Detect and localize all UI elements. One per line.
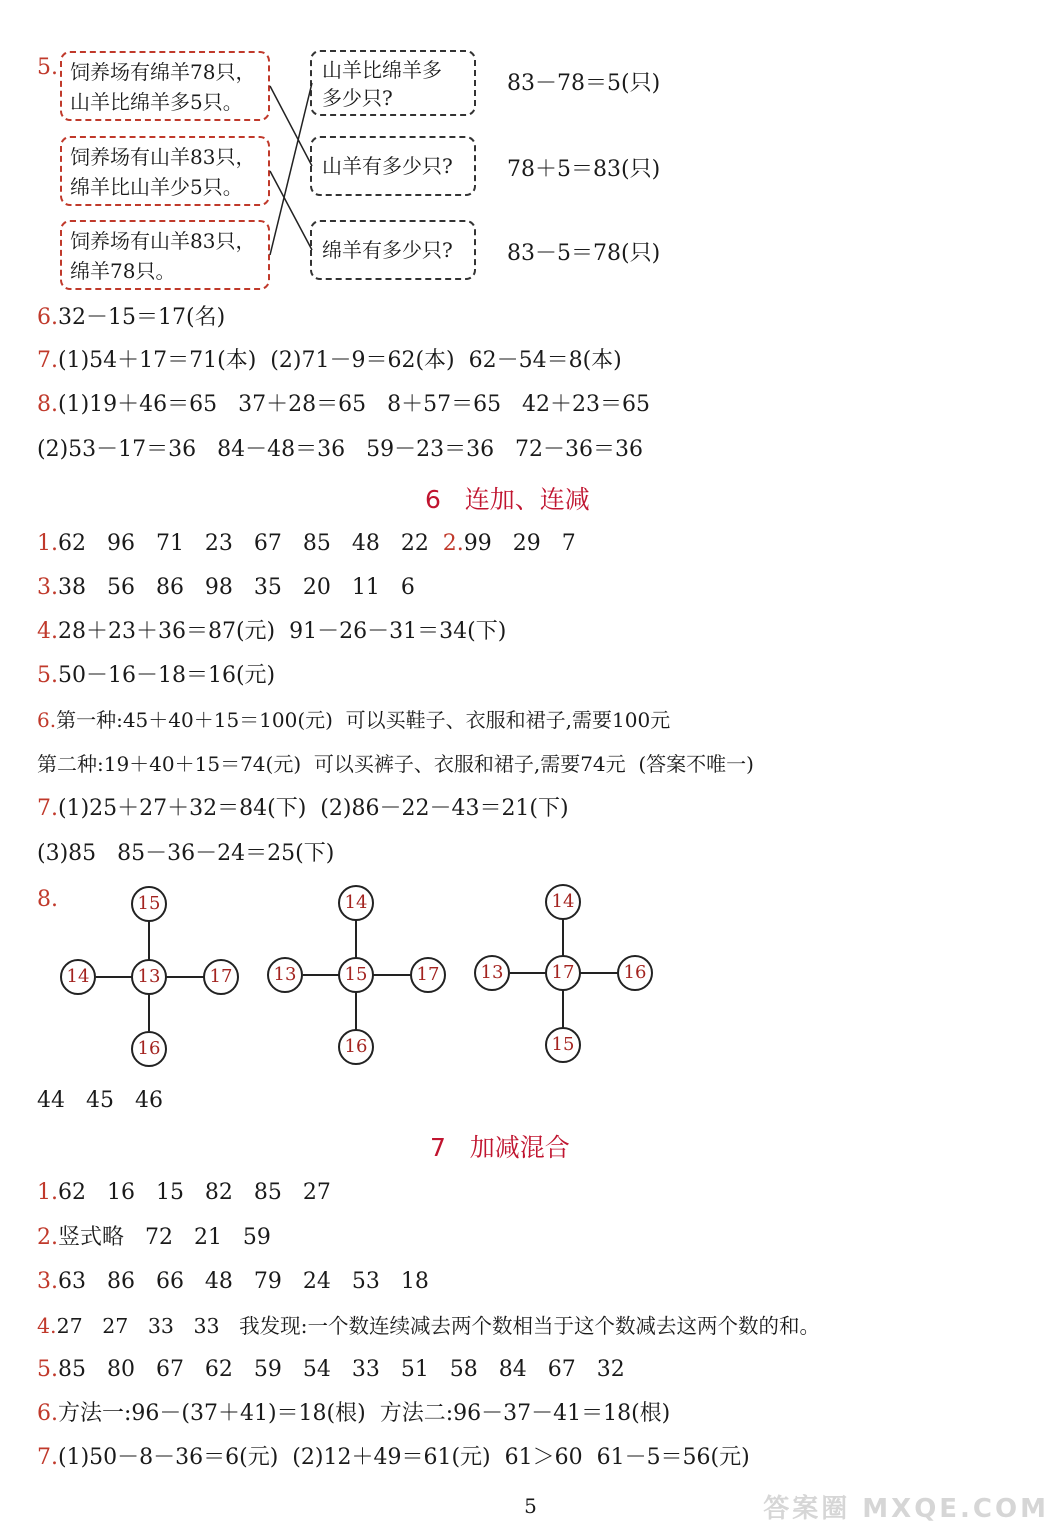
q5-answer-2: 78＋5＝83(只): [507, 157, 661, 182]
question-number: 7.: [37, 796, 58, 821]
answer-text: 38 56 86 98 35 20 11 6: [58, 575, 415, 600]
q5-answer-3: 83－5＝78(只): [507, 241, 661, 266]
q8-sums: 44 45 46: [37, 1088, 163, 1113]
q5-matching-lines: [0, 0, 500, 300]
answer-text: (1)25＋27＋32＝84(下) (2)86－22－43＝21(下): [58, 796, 569, 821]
question-number: 7.: [37, 1445, 58, 1470]
q5-question-box-3: 绵羊有多少只?: [310, 220, 476, 280]
section-6-title: 6 连加、连减: [425, 485, 590, 514]
page-number: 5: [524, 1494, 537, 1518]
q5-question-box-2: 山羊有多少只?: [310, 136, 476, 196]
answer-text: (2)53－17＝36 84－48＝36 59－23＝36 72－36＝36: [37, 437, 644, 462]
answer-text: (3)85 85－36－24＝25(下): [37, 841, 335, 866]
cross-2-left-circle: 13: [267, 957, 303, 993]
answer-line: [37, 750, 754, 778]
cross-3-left-circle: 13: [474, 955, 510, 991]
q8-label: 8.: [37, 887, 58, 912]
cross-1-bottom-circle: 16: [131, 1031, 167, 1067]
answer-line: [37, 574, 415, 602]
cross-2-right-circle: 17: [410, 957, 446, 993]
question-number: 4.: [37, 1314, 57, 1338]
cross-2-top-circle: 14: [338, 885, 374, 921]
answer-text: 50－16－18＝16(元): [58, 663, 276, 688]
question-number: 6.: [37, 708, 57, 732]
answer-line: [37, 795, 569, 823]
question-number: 6.: [37, 1401, 58, 1426]
watermark-logo: 答案圈 MXQE.COM: [763, 1494, 1049, 1524]
answer-line: [37, 1312, 820, 1340]
answer-text: 85 80 67 62 59 54 33 51 58 84 67 32: [58, 1357, 625, 1382]
question-number: 2.: [37, 1225, 58, 1250]
q5-question-box-1: 山羊比绵羊多 多少只?: [310, 50, 476, 116]
answer-line: [37, 618, 506, 646]
answer-line: [37, 840, 334, 868]
answer-text: 99 29 7: [463, 531, 576, 556]
q5-condition-box-2: 饲养场有山羊83只， 绵羊比山羊少5只。: [60, 136, 270, 206]
question-number: 1.: [37, 1180, 58, 1205]
question-number: 4.: [37, 619, 58, 644]
question-number: 7.: [37, 348, 58, 373]
answer-line: [37, 706, 670, 734]
cross-1-right-circle: 17: [203, 959, 239, 995]
question-number: 3.: [37, 1269, 58, 1294]
cross-3-bottom-circle: 15: [545, 1027, 581, 1063]
question-number: 5.: [37, 1357, 58, 1382]
section-7-title: 7 加减混合: [430, 1133, 570, 1162]
answer-line: [37, 347, 622, 375]
cross-3-top-circle: 14: [545, 884, 581, 920]
cross-3-right-circle: 16: [617, 955, 653, 991]
answer-line: [37, 1444, 750, 1472]
answer-line: [37, 391, 650, 419]
cross-1-center-circle: 13: [131, 959, 167, 995]
answer-line: [37, 1356, 625, 1384]
answer-text: (1)19＋46＝65 37＋28＝65 8＋57＝65 42＋23＝65: [58, 392, 651, 417]
answer-line: [37, 1400, 670, 1428]
cross-1-top-circle: 15: [131, 886, 167, 922]
answer-line: [37, 436, 643, 464]
answer-line: [37, 304, 225, 332]
cross-2-center-circle: 15: [338, 957, 374, 993]
answer-line: [37, 1268, 429, 1296]
question-number: 5.: [37, 663, 58, 688]
answer-line: [37, 1179, 331, 1207]
question-number: 3.: [37, 575, 58, 600]
answer-text: (1)54＋17＝71(本) (2)71－9＝62(本) 62－54＝8(本): [58, 348, 622, 373]
q5-condition-box-1: 饲养场有绵羊78只， 山羊比绵羊多5只。: [60, 51, 270, 121]
question-number: 2.: [442, 531, 464, 556]
q5-answer-1: 83－78＝5(只): [507, 71, 661, 96]
answer-line: [37, 1224, 271, 1252]
answer-text: 63 86 66 48 79 24 53 18: [58, 1269, 429, 1294]
answer-text: 28＋23＋36＝87(元) 91－26－31＝34(下): [58, 619, 507, 644]
question-number: 1.: [37, 531, 58, 556]
answer-text: 62 16 15 82 85 27: [58, 1180, 331, 1205]
cross-2-bottom-circle: 16: [338, 1029, 374, 1065]
cross-3-center-circle: 17: [545, 955, 581, 991]
answer-line: [37, 530, 576, 558]
q5-label: 5.: [37, 55, 58, 80]
question-number: 8.: [37, 392, 58, 417]
answer-text: 27 27 33 33 我发现:一个数连续减去两个数相当于这个数减去这两个数的和。: [56, 1314, 821, 1338]
answer-text: (1)50－8－36＝6(元) (2)12＋49＝61(元) 61＞60 61－5＝56(元): [58, 1445, 750, 1470]
question-number: 6.: [37, 305, 58, 330]
cross-1-left-circle: 14: [60, 959, 96, 995]
answer-line: [37, 662, 275, 690]
answer-text: 竖式略 72 21 59: [58, 1225, 271, 1250]
answer-text: 第一种:45＋40＋15＝100(元) 可以买鞋子、衣服和裙子,需要100元: [56, 708, 671, 732]
answer-text: 方法一:96－(37＋41)＝18(根) 方法二:96－37－41＝18(根): [58, 1401, 671, 1426]
q5-condition-box-3: 饲养场有山羊83只， 绵羊78只。: [60, 220, 270, 290]
answer-text: 62 96 71 23 67 85 48 22: [58, 531, 443, 556]
answer-text: 第二种:19＋40＋15＝74(元) 可以买裤子、衣服和裙子,需要74元 (答案不唯一): [37, 752, 754, 776]
answer-text: 32－15＝17(名): [58, 305, 226, 330]
